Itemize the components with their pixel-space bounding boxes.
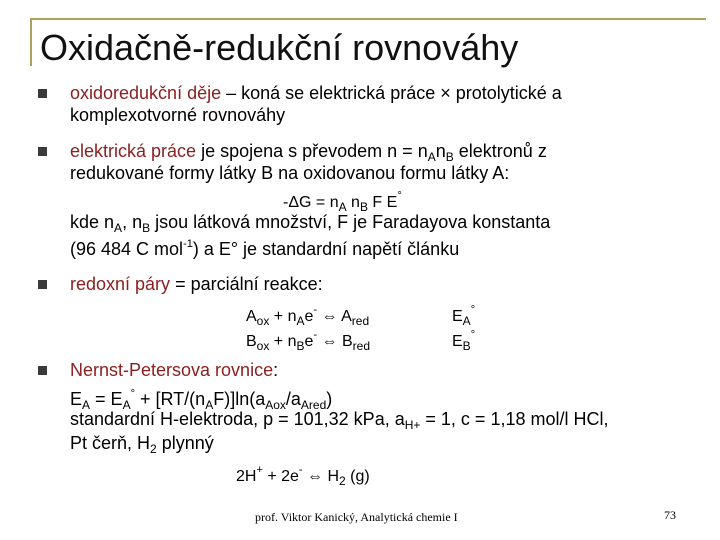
- hydrogen-equation: [236, 460, 370, 491]
- r1-E: E: [452, 308, 463, 325]
- eq-prefix: -ΔG = n: [283, 194, 339, 211]
- r2-E-sub: B: [462, 339, 471, 353]
- sub-b: B: [445, 150, 454, 164]
- r1-E-sub: A: [462, 314, 471, 328]
- n-mid: n: [435, 141, 446, 161]
- bullet-2-term: elektrická práce: [70, 141, 197, 161]
- r2-e: e: [304, 333, 314, 350]
- bullet-4-term: Nernst-Petersova rovnice: [70, 360, 274, 380]
- line5-b: ) a E° je standardní napětí článku: [192, 239, 460, 259]
- l2-sub2: A: [122, 398, 131, 412]
- kde-c: jsou látková množství, F je Faradayova konstanta: [150, 212, 551, 232]
- kde-a: kde n: [70, 212, 115, 232]
- bullet-4-line-1: [70, 359, 278, 381]
- eq-mid: n: [346, 194, 360, 211]
- l4-a: Pt čerň, H: [70, 433, 151, 453]
- eq-suffix: F E: [367, 194, 398, 211]
- line5-a: (96 484 C mol: [70, 239, 184, 259]
- bullet-marker-3: [38, 280, 47, 289]
- r2-e-sup: -: [313, 329, 318, 341]
- r1-E-sup: °: [470, 304, 476, 316]
- l2-sub5: Ared: [300, 398, 327, 412]
- r2-E: E: [452, 333, 463, 350]
- l4-sub: 2: [150, 442, 157, 456]
- l3-sub: H+: [404, 418, 421, 432]
- bullet-4-colon: :: [273, 360, 279, 380]
- kde-sub-b: B: [142, 221, 151, 235]
- eq-sub-a: A: [338, 200, 347, 214]
- r2-E-sup: °: [470, 329, 476, 341]
- eq-sub-b: B: [359, 200, 368, 214]
- r1-end-sub: red: [351, 314, 370, 328]
- bullet-2-line-5: [70, 233, 459, 260]
- bullet-marker-1: [38, 89, 47, 98]
- l2-c: + [RT/(n: [134, 389, 206, 409]
- slide-title: Oxidačně-redukční rovnováhy: [40, 27, 519, 68]
- r2-end-sub: red: [352, 339, 370, 353]
- bullet-1-line-1: [70, 82, 562, 104]
- bullet-1-line-2: komplexotvorné rovnováhy: [70, 105, 286, 125]
- eq-sup1: +: [256, 464, 263, 476]
- title-rule-vertical: [30, 18, 32, 66]
- l2-sub4: Aox: [265, 398, 286, 412]
- bullet-2-line-2: redukované formy látky B na oxidovanou formu látky A:: [70, 163, 510, 183]
- slide-footer: prof. Viktor Kanický, Analytická chemie I: [255, 510, 458, 524]
- r2-mid-sub: B: [296, 339, 305, 353]
- r1-e: e: [304, 308, 314, 325]
- bullet-3-term: redoxní páry: [70, 274, 171, 294]
- bullet-1-rest: – koná se elektrická práce × protolytické a: [221, 83, 562, 103]
- potential-b: [452, 325, 475, 356]
- r1-e-sup: -: [313, 304, 318, 316]
- eq-b: + 2e: [262, 468, 299, 485]
- bullet-2-text-a: je spojena s převodem n = n: [196, 141, 428, 161]
- r2-arrow: ⇔ B: [317, 333, 353, 350]
- l2-deg: °: [130, 388, 135, 400]
- r1-a: A: [246, 308, 257, 325]
- bullet-marker-2: [38, 147, 47, 156]
- kde-sub-a: A: [114, 221, 123, 235]
- page-number: 73: [664, 508, 676, 522]
- r1-mid: + n: [269, 308, 297, 325]
- l2-e: /a: [285, 389, 301, 409]
- kde-b: , n: [122, 212, 143, 232]
- bullet-2-text-b: elektronů z: [453, 141, 547, 161]
- r2-a-sub: ox: [256, 339, 270, 353]
- bullet-3-rest: = parciální reakce:: [170, 274, 323, 294]
- bullet-marker-4: [38, 366, 47, 375]
- l2-b: = E: [90, 389, 123, 409]
- l2-f: ): [326, 389, 333, 409]
- l2-d: F)]ln(a: [213, 389, 266, 409]
- r2-a: B: [246, 333, 257, 350]
- l4-b: plynný: [156, 433, 214, 453]
- bullet-3-line-1: [70, 273, 323, 295]
- l2-sub3: A: [205, 398, 214, 412]
- sub-a: A: [427, 150, 436, 164]
- l3-a: standardní H-elektroda, p = 101,32 kPa, a: [70, 409, 405, 429]
- r1-arrow: ⇔ A: [317, 308, 352, 325]
- bullet-1-term: oxidoredukční děje: [70, 83, 222, 103]
- redox-reaction-b: [246, 325, 370, 356]
- r1-a-sub: ox: [256, 314, 270, 328]
- eq-sup2: -: [298, 464, 303, 476]
- l3-b: = 1, c = 1,18 mol/l HCl,: [420, 409, 609, 429]
- eq-sub: 2: [339, 474, 346, 488]
- eq-d: (g): [345, 468, 370, 485]
- r2-mid: + n: [269, 333, 297, 350]
- l2-a: E: [70, 389, 83, 409]
- bullet-4-line-4: [70, 432, 214, 460]
- eq-c: ⇔ H: [302, 468, 340, 485]
- line5-sup: -1: [183, 238, 193, 250]
- l2-sub1: A: [82, 398, 91, 412]
- r1-mid-sub: A: [296, 314, 305, 328]
- eq-a: 2H: [236, 468, 257, 485]
- title-rule-horizontal: [30, 18, 706, 20]
- eq-degree: °: [397, 190, 402, 202]
